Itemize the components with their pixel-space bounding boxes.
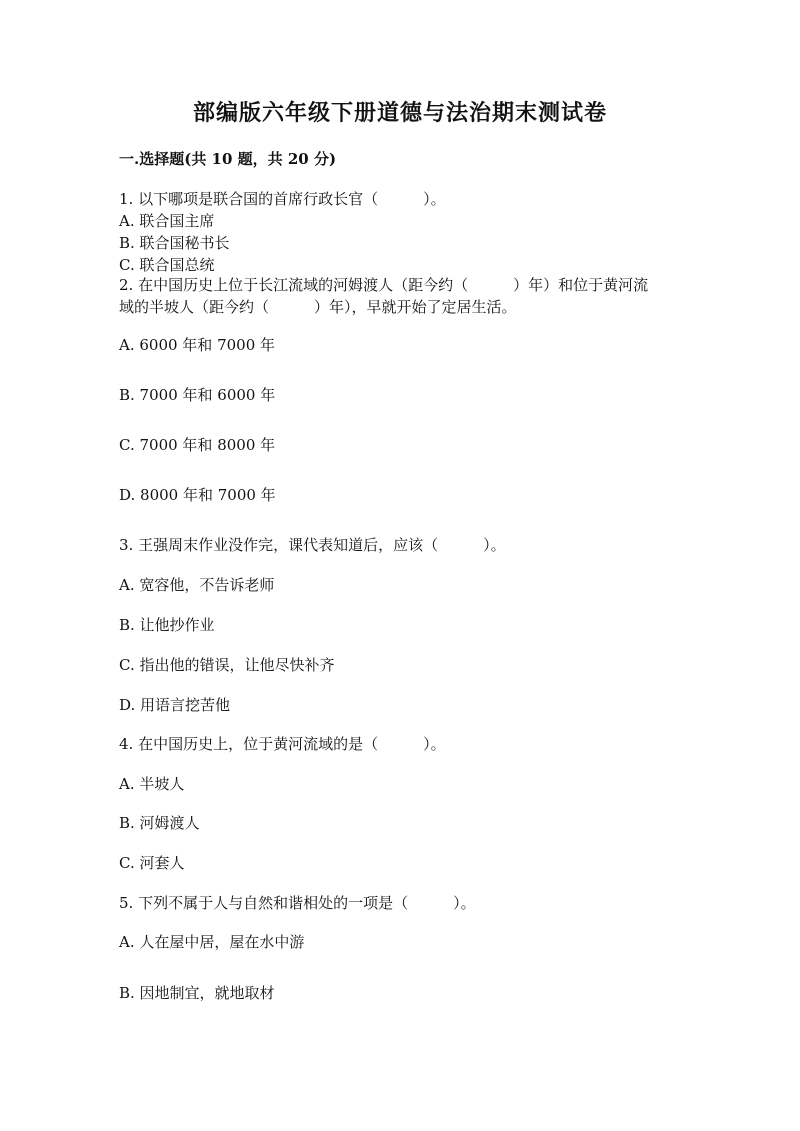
question-1-option-a: A. 联合国主席 — [119, 212, 215, 230]
question-4-stem: 4. 在中国历史上，位于黄河流域的是（ ）。 — [119, 735, 446, 753]
question-2-option-b: B. 7000 年和 6000 年 — [119, 386, 276, 404]
question-4-option-b: B. 河姆渡人 — [119, 814, 200, 832]
question-4-option-a: A. 半坡人 — [119, 775, 185, 793]
question-1-option-c: C. 联合国总统 — [119, 256, 215, 274]
question-5-option-a: A. 人在屋中居，屋在水中游 — [119, 933, 305, 951]
question-5-stem: 5. 下列不属于人与自然和谐相处的一项是（ ）。 — [119, 894, 476, 912]
section-heading: 一.选择题(共 10 题，共 20 分) — [119, 150, 337, 168]
question-2-stem-line-2: 域的半坡人（距今约（ ）年），早就开始了定居生活。 — [119, 298, 517, 316]
question-3-option-d: D. 用语言挖苦他 — [119, 696, 231, 714]
question-3-option-c: C. 指出他的错误，让他尽快补齐 — [119, 656, 335, 674]
question-4-option-c: C. 河套人 — [119, 854, 185, 872]
question-2-option-d: D. 8000 年和 7000 年 — [119, 486, 276, 504]
question-3-option-a: A. 宽容他，不告诉老师 — [119, 576, 275, 594]
question-1-stem: 1. 以下哪项是联合国的首席行政长官（ ）。 — [119, 190, 446, 208]
question-2-stem-line-1: 2. 在中国历史上位于长江流域的河姆渡人（距今约（ ）年）和位于黄河流 — [119, 276, 649, 294]
question-3-option-b: B. 让他抄作业 — [119, 616, 215, 634]
question-5-option-b: B. 因地制宜，就地取材 — [119, 984, 275, 1002]
page-title: 部编版六年级下册道德与法治期末测试卷 — [192, 100, 607, 126]
question-2-option-c: C. 7000 年和 8000 年 — [119, 436, 276, 454]
question-2-option-a: A. 6000 年和 7000 年 — [119, 336, 276, 354]
question-1-option-b: B. 联合国秘书长 — [119, 234, 230, 252]
question-3-stem: 3. 王强周末作业没作完，课代表知道后，应该（ ）。 — [119, 536, 506, 554]
